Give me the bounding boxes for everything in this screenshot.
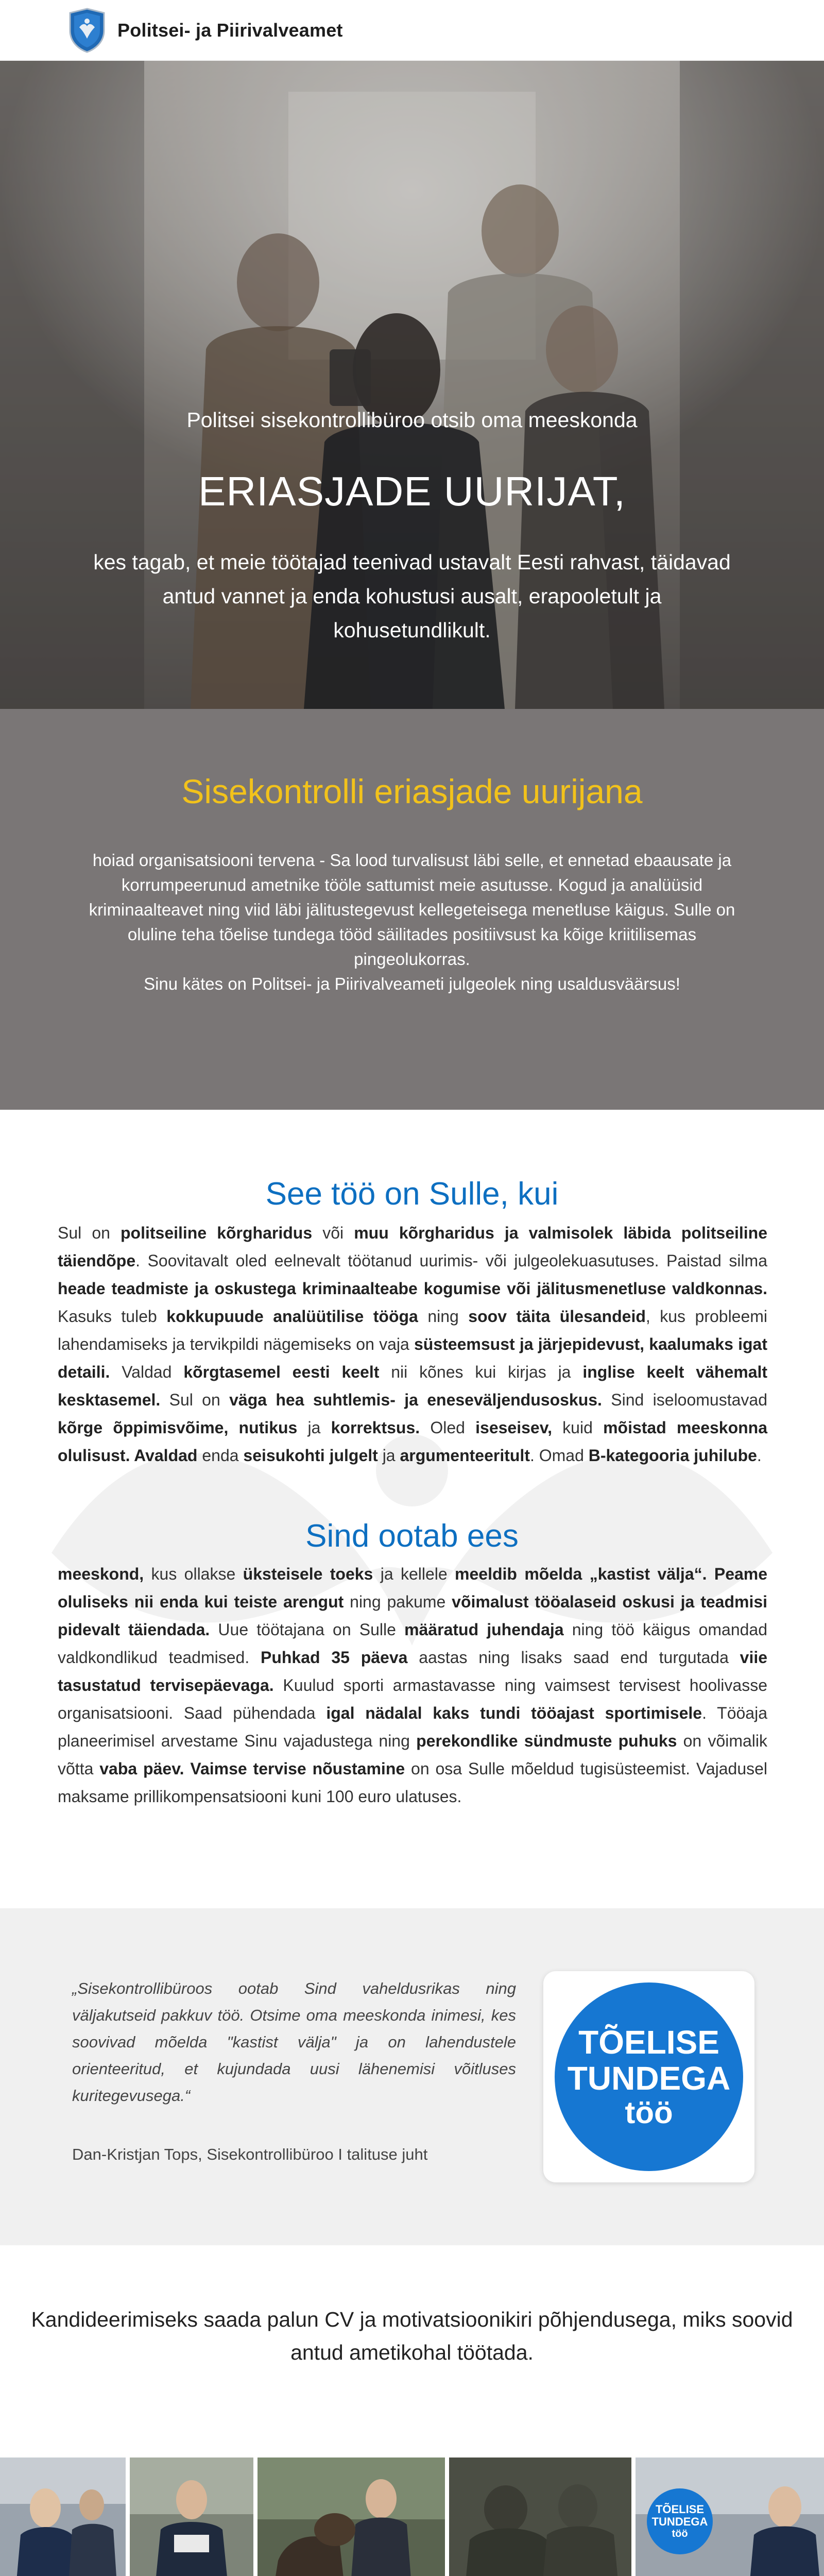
content-section: [0, 1110, 824, 1908]
suitable-paragraph: Sul on politseiline kõrgharidus või muu kõrgharidus ja valmisolek läbida politseiline täiendõpe. Soovitavalt oled eelnevalt töötanud uurimis- või julgeolekuasutuses. Paistad silma heade teadmiste ja oskustega kriminaalteabe kogumise või jälitusmenetluse valdkonnas. Kasuks tuleb kokkupuude analüütilise tööga ning soov täita ülesandeid, kus probleemi lahendamiseks ja tervikpildi nägemiseks on vaja süsteemsust ja järjepidevust, kaalumaks igat detaili. Valdad kõrgtasemel eesti keelt nii kõnes kui kirjas ja inglise keelt vähemalt kesktasemel. Sul on väga hea suhtlemis- ja eneseväljendusoskus. Sind iseloomustavad kõrge õppimisvõime, nutikus ja korrektsus. Oled iseseisev, kuid mõistad meeskonna olulisust. Avaldad enda seisukohti julgelt ja argumenteeritult. Omad B-kategooria juhilube.: [58, 1224, 768, 1465]
section-title-suitable: See töö on Sulle, kui: [265, 1176, 559, 1212]
quote-author: Dan-Kristjan Tops, Sisekontrollibüroo I talituse juht: [72, 2145, 428, 2163]
photo-gap: [253, 2458, 258, 2576]
photo-officer-vest: [130, 2458, 253, 2576]
site-header: [0, 0, 824, 61]
strip-badge-line-2: TUNDEGA: [651, 2515, 708, 2528]
intro-body-text: hoiad organisatsiooni tervena - Sa lood turvalisust läbi selle, et ennetad ebaausate ja korrumpeerunud ametnike tööle sattumist meie asutusse. Kogud ja analüüsid kriminaalteavet ning viid läbi jälitustegevust kellegeteisega menetluse käigus. Sulle on oluline teha tõelise tundega tööd säilitades positiivsust ka kõige kriitilisemas pingeolukorras.: [89, 851, 735, 969]
offer-paragraph: meeskond, kus ollakse üksteisele toeks ja kellele meeldib mõelda „kastist välja“. Peame oluliseks nii enda kui teiste arengut ning pakume võimalust tööalaseid oskusi ja teadmisi pidevalt täiendada. Uue töötajana on Sulle määratud juhendaja ning töö käigus omandad valdkondlikud teadmised. Puhkad 35 päeva aastas ning lisaks saad end turgutada viie tasustatud tervisepäevaga. Kuulud sporti armastavasse ning vaimsest tervisest hoolivasse organisatsiooni. Saad pühendada igal nädalal kaks tundi tööajast sportimisele. Tööaja planeerimisel arvestame Sinu vajadustega ning perekondlike sündmuste puhuks on võimalik võtta vaba päev. Vaimse tervise nõustamine on osa Sulle mõeldud tugisüsteemist. Vajadusel maksame prillikompensatsiooni kuni 100 euro ulatuses.: [58, 1565, 768, 1806]
hero-kicker: Politsei sisekontrollibüroo otsib oma meeskonda: [186, 408, 638, 432]
section-title-offer: Sind ootab ees: [305, 1518, 519, 1554]
intro-body: [77, 848, 747, 996]
photo-dog-handler: [258, 2458, 445, 2576]
org-name[interactable]: Politsei- ja Piirivalveamet: [117, 19, 343, 41]
strip-badge-line-1: TÕELISE: [655, 2503, 705, 2516]
intro-section: [0, 709, 824, 1110]
intro-body-closing: Sinu kätes on Politsei- ja Piirivalveameti julgeolek ning usaldusväärsus!: [144, 974, 680, 993]
photo-special-forces: [449, 2458, 631, 2576]
hero-banner: [0, 61, 824, 709]
quote-section: [0, 1908, 824, 2245]
intro-title: Sisekontrolli eriasjade uurijana: [181, 772, 643, 810]
photo-gap: [631, 2458, 636, 2576]
photo-strip: [0, 2458, 824, 2576]
quote-text: „Sisekontrollibüroos ootab Sind vaheldusrikas ning väljakutseid pakkuv töö. Otsime oma meeskonda inimesi, kes soovivad mõelda "kastist välja" ja on lahendustele orienteeritud, et kujundada uusi lähenemisi võitluses kuritegevusega.“: [72, 1979, 516, 2105]
hero-subtitle: kes tagab, et meie töötajad teenivad ustavalt Eesti rahvast, täidavad antud vannet ja enda kohustusi ausalt, erapooletult ja kohusetundlikult.: [93, 550, 731, 642]
photo-gap: [126, 2458, 130, 2576]
badge-line-1: TÕELISE: [578, 2024, 719, 2061]
apply-instructions: [0, 2303, 824, 2369]
hero-title: ERIASJADE UURIJAT,: [198, 468, 626, 514]
photo-badge-officer: [636, 2458, 824, 2576]
photo-officers-1: [0, 2458, 126, 2576]
toelise-tundega-badge: [555, 1982, 743, 2171]
police-shield-icon[interactable]: [68, 8, 106, 53]
strip-badge-line-3: töö: [672, 2528, 688, 2539]
photo-gap: [445, 2458, 449, 2576]
apply-text: Kandideerimiseks saada palun CV ja motivatsioonikiri põhjendusega, miks soovid antud ametikohal töötada.: [31, 2308, 793, 2364]
badge-line-2: TUNDEGA: [567, 2060, 731, 2097]
badge-card: [543, 1971, 754, 2182]
strip-toelise-tundega-badge: [647, 2488, 713, 2554]
badge-line-3: töö: [625, 2095, 673, 2130]
